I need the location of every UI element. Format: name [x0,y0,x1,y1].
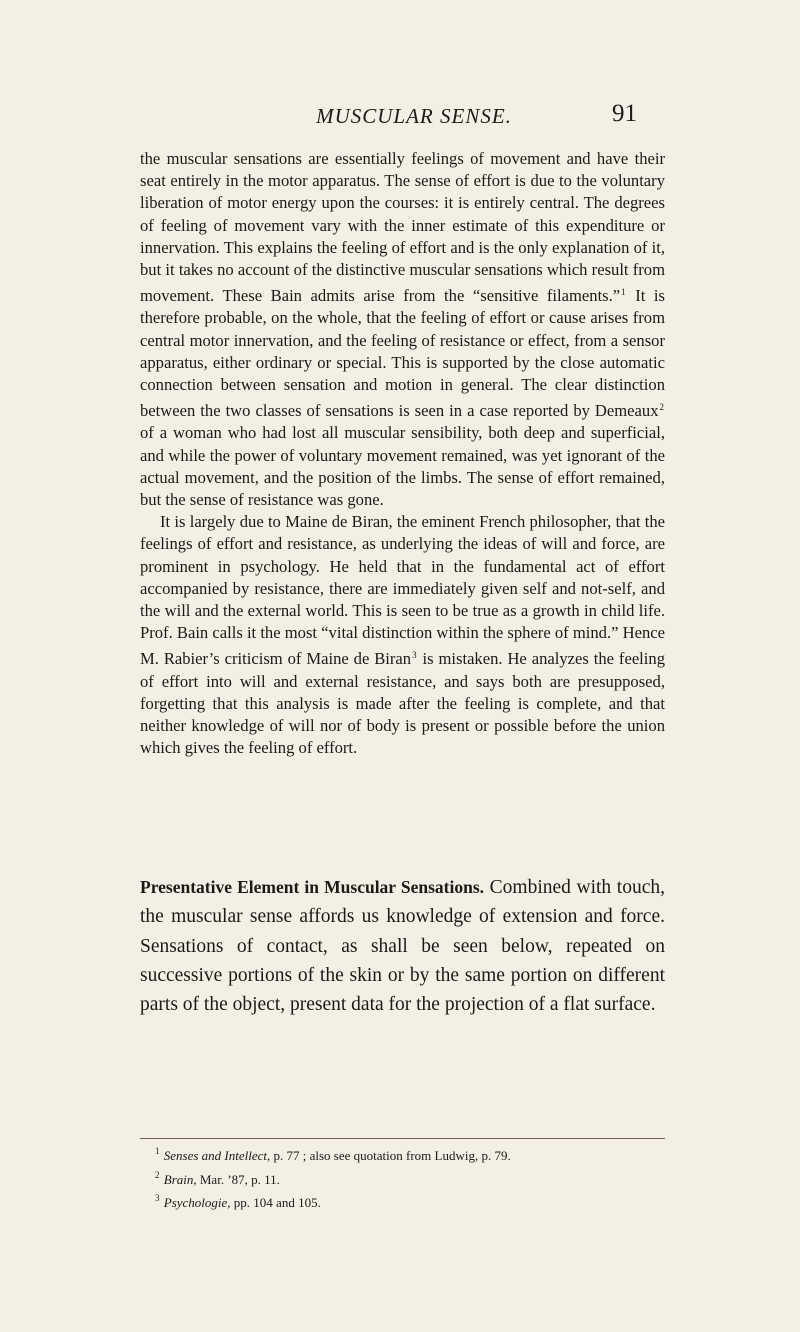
paragraph [140,148,665,511]
paragraph [140,511,665,759]
paragraph-text: the muscular sensations are essentially feelings of movement and have their seat entirely in the motor apparatus. The sense of effort is due to the voluntary liberation of motor energy upon the courses: it is entirely central. The degrees of feeling of movement vary with the inner estimate of this expenditure or innervation. This explains the feeling of effort and is the only explanation of it, but it takes no account of the distinctive muscular sensations which result from movement. These Bain admits arise from the “sensitive filaments.” [140,149,665,306]
paragraph-text: It is largely due to Maine de Biran, the eminent French philosopher, that the feelings of effort and resistance, as underlying the ideas of will and force, are prominent in psychology. He held that in the fundamental act of effort accompanied by resistance, there are immediately given self and not-self, and the will and the external world. This is seen to be true as a growth in child life. Prof. Bain calls it the most “vital distinction within the sphere of mind.” Hence M. Rabier’s criticism of Maine de Biran [140,512,665,669]
footnote-mark: 1 [155,1146,160,1156]
footnote-title: Senses and Intellect [163,1148,267,1163]
section-text: Combined with touch, the muscular sense affords us knowledge of extension and force. Sensations of contact, as shall be seen below, repeated on successive portions of the skin or by the same portion on different parts of the object, present data for the projection of a flat surface. [140,877,665,1016]
section-heading: Presentative Element in Muscular Sensations. [140,877,485,897]
paragraph-text: It is therefore probable, on the whole, that the feeling of effort or cause arises from central motor innervation, and the feeling of resistance or effect, from a sensor apparatus, either ordinary or special. This is supported by the close automatic connection between sensation and motion in general. The clear distinction between the two classes of sensations is seen in a case reported by Demeaux [140,286,665,421]
footnote [140,1166,665,1190]
footnote-reference: 2 [659,402,664,413]
footnote-reference: 1 [621,287,626,298]
footnote-text: , Mar. ’87, p. 11. [193,1171,280,1187]
footnote-mark: 2 [155,1169,160,1180]
footnote-mark: 3 [155,1193,160,1203]
page-number: 91 [612,100,637,127]
section-paragraph [140,873,665,1019]
page-header [0,96,800,136]
footnote-title: Psychologie [163,1195,228,1210]
footnote-title: Brain [163,1171,194,1187]
paragraph-text: of a woman who had lost all muscular sensibility, both deep and superficial, and while the power of voluntary movement remained, was yet ignorant of the actual movement, and the position of the limbs. The sense of effort remained, but the sense of resistance was gone. [140,423,665,510]
paragraph-text: is mistaken. He analyzes the feeling of effort into will and external resistance, and says both are presupposed, forgetting that this analysis is made after the feeling is complete, and that neither knowledge of will nor of body is present or possible before the union which gives the feeling of effort. [140,649,665,758]
footnotes [140,1142,665,1213]
section [140,873,665,1019]
footnote [140,1189,665,1213]
running-head: MUSCULAR SENSE. [316,104,512,128]
footnote [140,1142,665,1166]
footnote-reference: 3 [412,650,417,661]
footnote-text: , p. 77 ; also see quotation from Ludwig, p. 79. [267,1148,511,1163]
footnote-rule [140,1138,665,1139]
body-text [140,148,665,759]
footnote-text: , pp. 104 and 105. [227,1195,321,1210]
